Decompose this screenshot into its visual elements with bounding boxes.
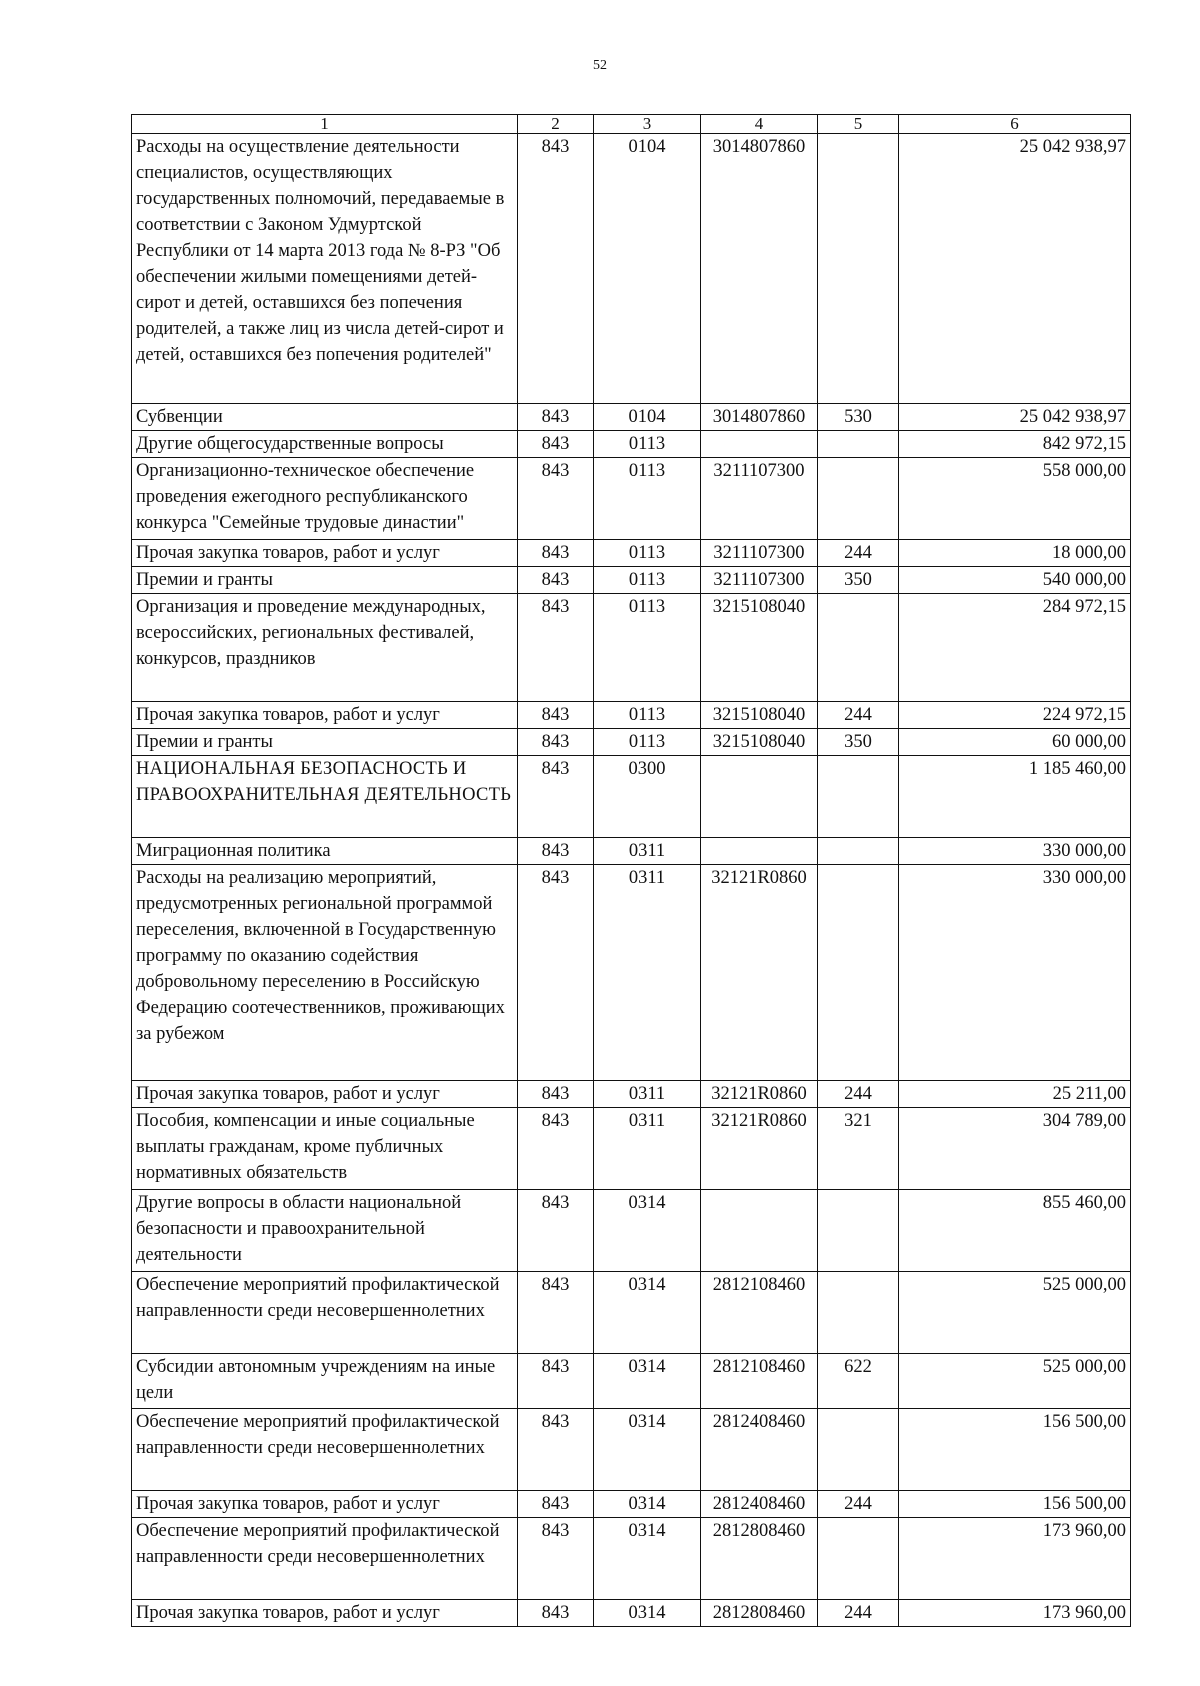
table-row <box>132 865 1131 1081</box>
row-amount: 1 185 460,00 <box>899 756 1131 838</box>
row-col-3: 0314 <box>594 1190 701 1272</box>
row-col-2: 843 <box>518 729 594 756</box>
table-row <box>132 1491 1131 1518</box>
row-col-3: 0113 <box>594 702 701 729</box>
row-col-4: 3014807860 <box>701 404 818 431</box>
column-header-3: 3 <box>594 115 701 134</box>
column-header-4: 4 <box>701 115 818 134</box>
row-col-2: 843 <box>518 431 594 458</box>
row-col-5: 244 <box>818 1600 899 1627</box>
column-header-2: 2 <box>518 115 594 134</box>
table-row <box>132 756 1131 838</box>
row-name: Обеспечение мероприятий профилактической направленности среди несовершеннолетних <box>132 1409 518 1491</box>
row-amount: 156 500,00 <box>899 1491 1131 1518</box>
row-name: Субсидии автономным учреждениям на иные цели <box>132 1354 518 1409</box>
row-name: Организационно-техническое обеспечение проведения ежегодного республиканского конкурса "Семейные трудовые династии" <box>132 458 518 540</box>
row-name: Пособия, компенсации и иные социальные выплаты гражданам, кроме публичных нормативных обязательств <box>132 1108 518 1190</box>
row-col-5 <box>818 1272 899 1354</box>
row-col-3: 0314 <box>594 1491 701 1518</box>
row-col-3: 0104 <box>594 404 701 431</box>
header-row <box>132 115 1131 134</box>
row-amount: 525 000,00 <box>899 1272 1131 1354</box>
row-name: Премии и гранты <box>132 729 518 756</box>
row-col-2: 843 <box>518 567 594 594</box>
row-col-2: 843 <box>518 1600 594 1627</box>
table-row <box>132 1409 1131 1491</box>
row-col-5: 244 <box>818 540 899 567</box>
row-col-4: 3211107300 <box>701 540 818 567</box>
column-header-6: 6 <box>899 115 1131 134</box>
table-header <box>132 115 1131 134</box>
row-col-3: 0113 <box>594 729 701 756</box>
row-col-5 <box>818 756 899 838</box>
row-col-4: 3211107300 <box>701 458 818 540</box>
row-col-3: 0113 <box>594 458 701 540</box>
row-col-4 <box>701 1190 818 1272</box>
row-col-3: 0113 <box>594 431 701 458</box>
row-amount: 525 000,00 <box>899 1354 1131 1409</box>
row-amount: 284 972,15 <box>899 594 1131 702</box>
row-col-5: 530 <box>818 404 899 431</box>
row-col-3: 0314 <box>594 1354 701 1409</box>
table-row <box>132 702 1131 729</box>
row-col-5 <box>818 458 899 540</box>
row-col-4 <box>701 838 818 865</box>
table-row <box>132 134 1131 404</box>
row-amount: 304 789,00 <box>899 1108 1131 1190</box>
row-col-2: 843 <box>518 1518 594 1600</box>
row-col-5 <box>818 1190 899 1272</box>
row-col-5 <box>818 134 899 404</box>
row-col-5 <box>818 431 899 458</box>
row-amount: 540 000,00 <box>899 567 1131 594</box>
table-row <box>132 540 1131 567</box>
row-col-3: 0311 <box>594 838 701 865</box>
table-row <box>132 838 1131 865</box>
row-col-3: 0113 <box>594 540 701 567</box>
row-col-3: 0311 <box>594 865 701 1081</box>
row-name: Прочая закупка товаров, работ и услуг <box>132 1491 518 1518</box>
table-row <box>132 1354 1131 1409</box>
row-name: Прочая закупка товаров, работ и услуг <box>132 540 518 567</box>
row-col-5: 244 <box>818 1491 899 1518</box>
row-col-2: 843 <box>518 1409 594 1491</box>
row-col-2: 843 <box>518 1108 594 1190</box>
row-col-4: 2812108460 <box>701 1354 818 1409</box>
page-number: 52 <box>593 58 607 73</box>
row-col-2: 843 <box>518 756 594 838</box>
row-name: Прочая закупка товаров, работ и услуг <box>132 702 518 729</box>
row-name: НАЦИОНАЛЬНАЯ БЕЗОПАСНОСТЬ И ПРАВООХРАНИТЕЛЬНАЯ ДЕЯТЕЛЬНОСТЬ <box>132 756 518 838</box>
row-col-4: 3215108040 <box>701 729 818 756</box>
row-col-4: 3215108040 <box>701 594 818 702</box>
row-col-3: 0113 <box>594 594 701 702</box>
row-col-5 <box>818 1409 899 1491</box>
row-col-5: 244 <box>818 702 899 729</box>
column-header-5: 5 <box>818 115 899 134</box>
row-col-4: 3215108040 <box>701 702 818 729</box>
row-col-2: 843 <box>518 1354 594 1409</box>
row-col-2: 843 <box>518 1190 594 1272</box>
row-col-4: 2812108460 <box>701 1272 818 1354</box>
row-col-3: 0104 <box>594 134 701 404</box>
row-amount: 330 000,00 <box>899 838 1131 865</box>
table-row <box>132 1108 1131 1190</box>
row-name: Расходы на реализацию мероприятий, предусмотренных региональной программой переселения, включенной в Государственную программу по оказанию содействия добровольному переселению в Российскую Федерацию соотечественников, проживающих за рубежом <box>132 865 518 1081</box>
row-col-2: 843 <box>518 540 594 567</box>
table-body <box>132 134 1131 1627</box>
row-col-4: 2812408460 <box>701 1491 818 1518</box>
row-name: Миграционная политика <box>132 838 518 865</box>
row-name: Субвенции <box>132 404 518 431</box>
row-col-2: 843 <box>518 702 594 729</box>
row-col-4: 32121R0860 <box>701 865 818 1081</box>
row-col-5: 244 <box>818 1081 899 1108</box>
row-col-2: 843 <box>518 865 594 1081</box>
row-amount: 18 000,00 <box>899 540 1131 567</box>
table-row <box>132 431 1131 458</box>
row-col-3: 0311 <box>594 1081 701 1108</box>
row-col-4: 2812408460 <box>701 1409 818 1491</box>
row-col-5: 622 <box>818 1354 899 1409</box>
table-row <box>132 1272 1131 1354</box>
row-col-4: 2812808460 <box>701 1518 818 1600</box>
row-col-3: 0311 <box>594 1108 701 1190</box>
row-name: Обеспечение мероприятий профилактической направленности среди несовершеннолетних <box>132 1272 518 1354</box>
row-col-3: 0113 <box>594 567 701 594</box>
row-col-5: 350 <box>818 567 899 594</box>
row-amount: 224 972,15 <box>899 702 1131 729</box>
row-col-4 <box>701 431 818 458</box>
row-col-3: 0300 <box>594 756 701 838</box>
row-col-5: 350 <box>818 729 899 756</box>
table-row <box>132 729 1131 756</box>
row-amount: 173 960,00 <box>899 1600 1131 1627</box>
row-name: Другие вопросы в области национальной безопасности и правоохранительной деятельности <box>132 1190 518 1272</box>
table-row <box>132 1081 1131 1108</box>
row-col-2: 843 <box>518 1081 594 1108</box>
row-col-2: 843 <box>518 1491 594 1518</box>
row-amount: 842 972,15 <box>899 431 1131 458</box>
row-col-5 <box>818 1518 899 1600</box>
row-amount: 330 000,00 <box>899 865 1131 1081</box>
row-name: Обеспечение мероприятий профилактической направленности среди несовершеннолетних <box>132 1518 518 1600</box>
table-row <box>132 1190 1131 1272</box>
row-col-3: 0314 <box>594 1518 701 1600</box>
row-col-4 <box>701 756 818 838</box>
row-col-2: 843 <box>518 838 594 865</box>
row-col-3: 0314 <box>594 1600 701 1627</box>
table-row <box>132 1518 1131 1600</box>
row-amount: 60 000,00 <box>899 729 1131 756</box>
row-amount: 855 460,00 <box>899 1190 1131 1272</box>
table-row <box>132 594 1131 702</box>
row-col-4: 32121R0860 <box>701 1081 818 1108</box>
row-col-3: 0314 <box>594 1409 701 1491</box>
row-col-4: 32121R0860 <box>701 1108 818 1190</box>
row-col-2: 843 <box>518 594 594 702</box>
row-amount: 25 042 938,97 <box>899 134 1131 404</box>
table-row <box>132 404 1131 431</box>
row-amount: 558 000,00 <box>899 458 1131 540</box>
table-row <box>132 1600 1131 1627</box>
table-row <box>132 567 1131 594</box>
row-col-4: 3014807860 <box>701 134 818 404</box>
row-amount: 156 500,00 <box>899 1409 1131 1491</box>
row-col-2: 843 <box>518 458 594 540</box>
row-name: Прочая закупка товаров, работ и услуг <box>132 1081 518 1108</box>
row-name: Прочая закупка товаров, работ и услуг <box>132 1600 518 1627</box>
table-row <box>132 458 1131 540</box>
row-col-3: 0314 <box>594 1272 701 1354</box>
row-name: Организация и проведение международных, всероссийских, региональных фестивалей, конкурсов, праздников <box>132 594 518 702</box>
row-col-2: 843 <box>518 404 594 431</box>
row-col-5: 321 <box>818 1108 899 1190</box>
row-amount: 25 211,00 <box>899 1081 1131 1108</box>
row-col-2: 843 <box>518 1272 594 1354</box>
row-name: Премии и гранты <box>132 567 518 594</box>
row-col-5 <box>818 838 899 865</box>
row-col-5 <box>818 865 899 1081</box>
row-col-5 <box>818 594 899 702</box>
row-amount: 173 960,00 <box>899 1518 1131 1600</box>
row-amount: 25 042 938,97 <box>899 404 1131 431</box>
row-name: Другие общегосударственные вопросы <box>132 431 518 458</box>
row-name: Расходы на осуществление деятельности специалистов, осуществляющих государственных полномочий, передаваемые в соответствии с Законом Удмуртской Республики от 14 марта 2013 года № 8-РЗ "Об обеспечении жилыми помещениями детей-сирот и детей, оставшихся без попечения родителей, а также лиц из числа детей-сирот и детей, оставшихся без попечения родителей" <box>132 134 518 404</box>
budget-table <box>131 114 1131 1627</box>
row-col-4: 2812808460 <box>701 1600 818 1627</box>
column-header-1: 1 <box>132 115 518 134</box>
row-col-4: 3211107300 <box>701 567 818 594</box>
row-col-2: 843 <box>518 134 594 404</box>
